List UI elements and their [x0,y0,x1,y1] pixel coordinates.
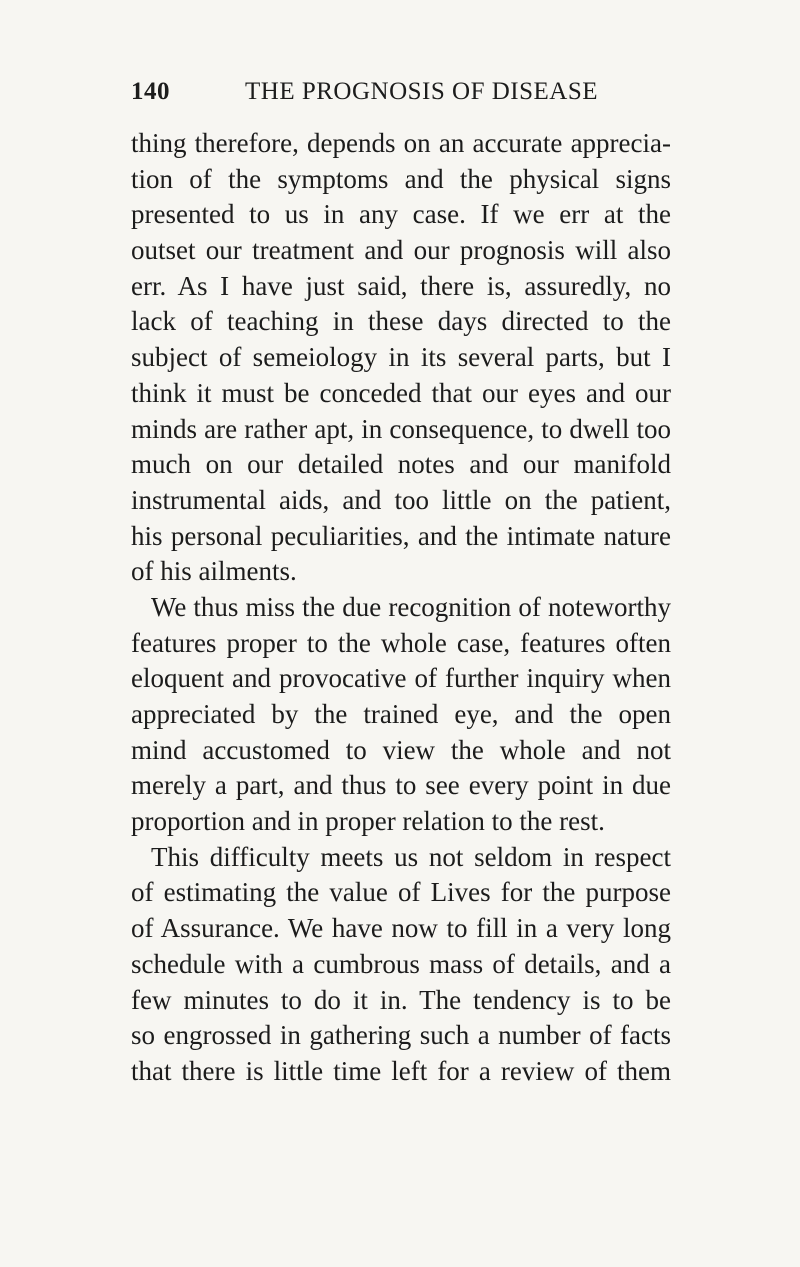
text-line: merely a part, and thus to see every point in due [131,770,671,801]
text-line: of estimating the value of Lives for the purpose [131,877,671,908]
running-head-title: THE PROGNOSIS OF DISEASE [245,78,599,105]
text-line: subject of semeiology in its several parts, but I [131,342,671,373]
text-line: appreciated by the trained eye, and the open [131,699,671,729]
text-line: tion of the symptoms and the physical signs [131,163,671,194]
text-line: of his ailments. [131,556,297,587]
text-line: of Assurance. We have now to fill in a very long [131,913,671,944]
text-line: presented to us in any case. If we err at the [131,199,671,230]
running-head [131,78,651,114]
text-line: outset our treatment and our prognosis will also [131,235,671,266]
text-line: eloquent and provocative of further inquiry when [131,663,671,694]
text-line: We thus miss the due recognition of noteworthy [151,591,671,622]
text-line: think it must be conceded that our eyes and our [131,377,671,408]
text-line: proportion and in proper relation to the rest. [131,806,605,837]
text-line: his personal peculiarities, and the intimate nature [131,520,671,551]
body-text [131,126,671,1090]
text-line: This difficulty meets us not seldom in respect [151,841,671,872]
page-number: 140 [131,78,170,105]
text-line: few minutes to do it in. The tendency is to be [131,984,671,1015]
text-line: mind accustomed to view the whole and not [131,734,671,765]
text-line: thing therefore, depends on an accurate apprecia- [131,128,671,158]
text-line: much on our detailed notes and our manifold [131,449,671,480]
text-line: that there is little time left for a review of them [131,1055,671,1086]
text-line: err. As I have just said, there is, assuredly, no [131,270,671,301]
text-line: features proper to the whole case, features often [131,627,671,658]
text-line: so engrossed in gathering such a number of facts [131,1020,671,1051]
text-line: schedule with a cumbrous mass of details, and a [131,948,671,979]
text-line: instrumental aids, and too little on the patient, [131,484,671,515]
text-line: lack of teaching in these days directed to the [131,306,671,337]
text-line: minds are rather apt, in consequence, to dwell too [131,413,671,444]
